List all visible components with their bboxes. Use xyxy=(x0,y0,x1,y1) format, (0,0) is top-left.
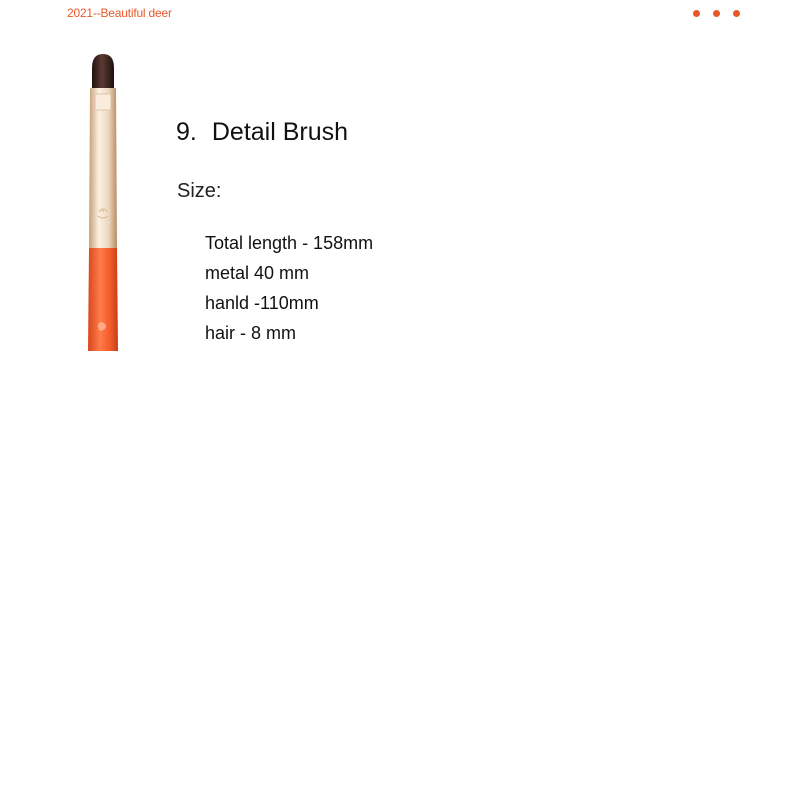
product-number: 9. xyxy=(176,118,197,146)
detail-brush-illustration xyxy=(86,52,120,351)
dot xyxy=(693,10,700,17)
product-title xyxy=(176,118,348,147)
spec-handle: hanld -110mm xyxy=(205,293,319,313)
product-name: Detail Brush xyxy=(211,118,349,146)
more-dots-icon[interactable] xyxy=(693,10,740,17)
brush-bristles xyxy=(92,54,114,90)
spec-list xyxy=(205,228,373,348)
brush-handle xyxy=(88,248,118,351)
dot xyxy=(733,10,740,17)
dot xyxy=(713,10,720,17)
brush-ferrule xyxy=(89,88,117,248)
spec-total-length: Total length - 158mm xyxy=(205,233,374,253)
spec-metal: metal 40 mm xyxy=(205,263,310,283)
brand-label: 2021--Beautiful deer xyxy=(67,6,172,20)
spec-hair: hair - 8 mm xyxy=(205,323,297,343)
size-label: Size: xyxy=(177,180,222,202)
